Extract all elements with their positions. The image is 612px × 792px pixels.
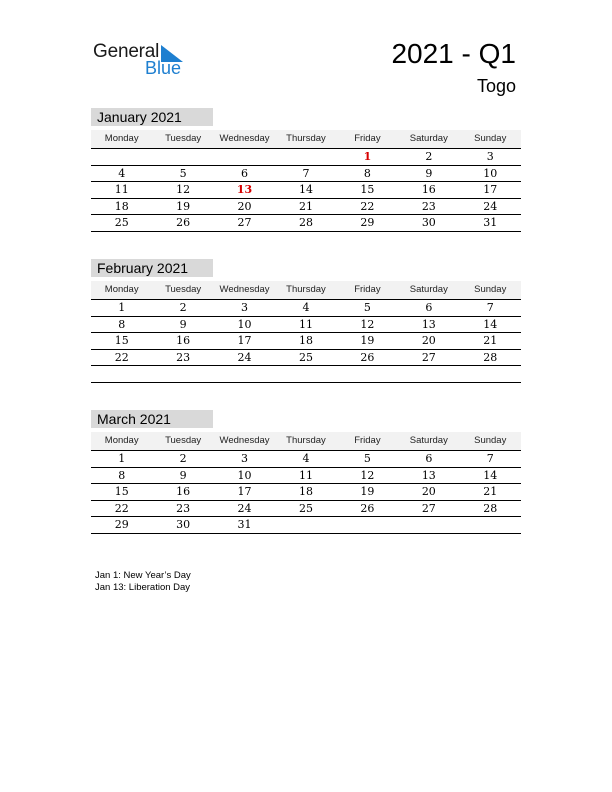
weekday-header: Saturday <box>409 435 448 446</box>
week-row <box>91 149 521 166</box>
week-row <box>91 317 521 334</box>
day-cell: 26 <box>176 216 191 229</box>
day-cell: 24 <box>483 199 498 213</box>
day-cell: 7 <box>302 166 310 180</box>
day-cell: 28 <box>298 216 313 229</box>
day-cell: 10 <box>237 468 252 482</box>
day-cell: 13 <box>236 183 253 196</box>
weekday-header: Sunday <box>474 284 507 295</box>
weekday-header: Tuesday <box>165 133 202 144</box>
day-cell: 3 <box>241 301 249 314</box>
day-cell: 8 <box>118 317 126 331</box>
day-cell: 23 <box>176 350 191 364</box>
month-label: March 2021 <box>91 410 213 428</box>
logo-general-text: General <box>93 41 160 62</box>
weekday-header: Thursday <box>286 133 326 144</box>
day-cell: 17 <box>237 334 252 347</box>
holiday-notes <box>95 570 191 594</box>
day-cell: 14 <box>298 183 313 196</box>
day-cell <box>337 517 398 533</box>
weekday-header-row <box>91 130 521 149</box>
day-cell: 2 <box>179 301 187 314</box>
month-label: February 2021 <box>91 259 213 277</box>
day-cell: 9 <box>425 166 433 180</box>
day-cell <box>152 149 213 165</box>
weekday-header: Sunday <box>474 435 507 446</box>
day-cell: 3 <box>241 452 249 465</box>
weekday-header: Saturday <box>409 284 448 295</box>
day-cell: 16 <box>176 485 191 498</box>
day-cell: 11 <box>298 317 313 331</box>
day-cell: 31 <box>237 518 252 531</box>
day-cell: 28 <box>483 501 498 515</box>
month-february <box>91 259 521 383</box>
day-cell: 15 <box>114 485 129 498</box>
day-cell: 26 <box>360 501 375 515</box>
day-cell: 16 <box>176 334 191 347</box>
day-cell <box>398 366 459 382</box>
weekday-header: Tuesday <box>165 284 202 295</box>
week-row <box>91 468 521 485</box>
month-march <box>91 410 521 534</box>
day-cell: 2 <box>425 150 433 163</box>
day-cell: 15 <box>360 183 375 196</box>
day-cell: 5 <box>363 301 371 314</box>
day-cell <box>275 517 336 533</box>
week-row <box>91 451 521 468</box>
day-cell: 5 <box>363 452 371 465</box>
week-row <box>91 517 521 534</box>
day-cell <box>275 366 336 382</box>
day-cell: 23 <box>421 199 436 213</box>
weekday-header-row <box>91 432 521 451</box>
week-row <box>91 300 521 317</box>
day-cell <box>214 366 275 382</box>
day-cell: 14 <box>483 468 498 482</box>
weekday-header: Friday <box>354 435 381 446</box>
holiday-note: Jan 13: Liberation Day <box>95 582 191 593</box>
logo <box>93 41 193 81</box>
day-cell: 14 <box>483 317 498 331</box>
weekday-header: Monday <box>104 284 139 295</box>
day-cell: 24 <box>237 501 252 515</box>
day-cell: 21 <box>483 334 498 347</box>
day-cell: 30 <box>421 216 436 229</box>
day-cell: 25 <box>114 216 129 229</box>
day-cell: 27 <box>421 350 436 364</box>
day-cell: 18 <box>114 199 129 213</box>
week-row <box>91 182 521 199</box>
weekday-header: Wednesday <box>219 435 270 446</box>
week-row <box>91 350 521 367</box>
weekday-header: Wednesday <box>219 133 270 144</box>
month-january <box>91 108 521 232</box>
day-cell: 27 <box>421 501 436 515</box>
day-cell: 22 <box>114 501 129 515</box>
day-cell: 23 <box>176 501 191 515</box>
day-cell: 17 <box>237 485 252 498</box>
day-cell: 11 <box>298 468 313 482</box>
day-cell: 4 <box>302 301 310 314</box>
day-cell: 4 <box>302 452 310 465</box>
day-cell: 6 <box>241 166 249 180</box>
day-cell: 25 <box>298 350 313 364</box>
day-cell <box>460 366 521 382</box>
day-cell: 16 <box>421 183 436 196</box>
weekday-header: Monday <box>104 435 139 446</box>
day-cell <box>91 149 152 165</box>
weekday-header: Monday <box>104 133 139 144</box>
day-cell: 20 <box>421 334 436 347</box>
day-cell: 1 <box>118 452 126 465</box>
day-cell: 1 <box>363 150 372 163</box>
weekday-header: Thursday <box>286 284 326 295</box>
month-label: January 2021 <box>91 108 213 126</box>
day-cell: 1 <box>118 301 126 314</box>
day-cell: 7 <box>486 452 494 465</box>
weekday-header: Saturday <box>409 133 448 144</box>
day-cell: 24 <box>237 350 252 364</box>
day-cell: 27 <box>237 216 252 229</box>
day-cell <box>275 149 336 165</box>
day-cell: 7 <box>486 301 494 314</box>
week-row <box>91 484 521 501</box>
day-cell: 18 <box>298 485 313 498</box>
day-cell: 25 <box>298 501 313 515</box>
holiday-note: Jan 1: New Year’s Day <box>95 570 191 581</box>
day-cell: 19 <box>360 485 375 498</box>
day-cell: 19 <box>176 199 191 213</box>
day-cell: 4 <box>118 166 126 180</box>
weekday-header: Thursday <box>286 435 326 446</box>
day-cell: 29 <box>114 518 129 531</box>
weekday-header-row <box>91 281 521 300</box>
day-cell: 31 <box>483 216 498 229</box>
day-cell: 10 <box>237 317 252 331</box>
day-cell: 20 <box>421 485 436 498</box>
page-title: 2021 - Q1 <box>391 38 516 69</box>
day-cell: 12 <box>360 317 375 331</box>
day-cell <box>337 366 398 382</box>
day-cell: 5 <box>179 166 187 180</box>
day-cell: 15 <box>114 334 129 347</box>
week-row <box>91 166 521 183</box>
day-cell: 22 <box>360 199 375 213</box>
day-cell: 18 <box>298 334 313 347</box>
weekday-header: Wednesday <box>219 284 270 295</box>
day-cell: 30 <box>176 518 191 531</box>
day-cell: 9 <box>179 468 187 482</box>
day-cell: 9 <box>179 317 187 331</box>
day-cell: 21 <box>298 199 313 213</box>
day-cell <box>398 517 459 533</box>
week-row <box>91 333 521 350</box>
week-row <box>91 199 521 216</box>
day-cell <box>214 149 275 165</box>
week-rows <box>91 451 521 534</box>
country-name: Togo <box>476 76 516 96</box>
day-cell: 2 <box>179 452 187 465</box>
day-cell: 13 <box>421 468 436 482</box>
day-cell: 10 <box>483 166 498 180</box>
weekday-header: Friday <box>354 284 381 295</box>
day-cell: 21 <box>483 485 498 498</box>
day-cell: 22 <box>114 350 129 364</box>
weekday-header: Friday <box>354 133 381 144</box>
day-cell: 11 <box>114 183 129 196</box>
weekday-header: Tuesday <box>165 435 202 446</box>
day-cell <box>152 366 213 382</box>
week-row <box>91 501 521 518</box>
day-cell: 26 <box>360 350 375 364</box>
week-rows <box>91 149 521 232</box>
day-cell: 12 <box>360 468 375 482</box>
week-row <box>91 366 521 383</box>
day-cell: 13 <box>421 317 436 331</box>
weekday-header: Sunday <box>474 133 507 144</box>
day-cell: 28 <box>483 350 498 364</box>
day-cell <box>91 366 152 382</box>
day-cell: 8 <box>118 468 126 482</box>
day-cell: 12 <box>176 183 191 196</box>
day-cell: 3 <box>486 150 494 163</box>
day-cell: 6 <box>425 301 433 314</box>
day-cell: 17 <box>483 183 498 196</box>
day-cell: 29 <box>360 216 375 229</box>
day-cell <box>460 517 521 533</box>
week-rows <box>91 300 521 383</box>
logo-blue-text: Blue <box>145 58 182 78</box>
week-row <box>91 215 521 232</box>
day-cell: 20 <box>237 199 252 213</box>
day-cell: 6 <box>425 452 433 465</box>
day-cell: 19 <box>360 334 375 347</box>
day-cell: 8 <box>363 166 371 180</box>
